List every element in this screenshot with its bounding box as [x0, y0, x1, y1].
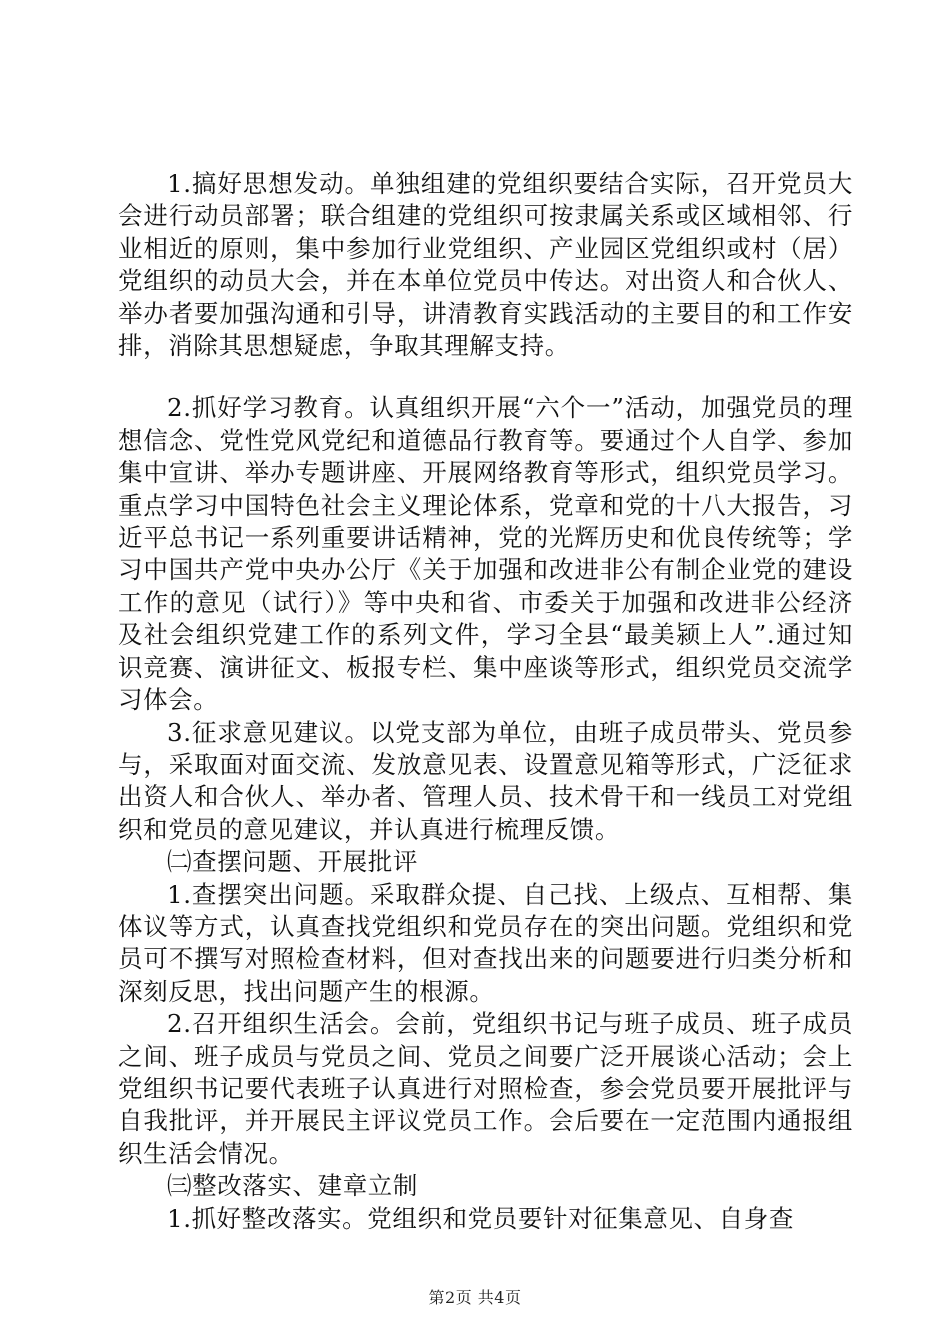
section-heading-rectification: ㈢整改落实、建章立制: [167, 1171, 418, 1201]
paragraph-find-outstanding-problems: 1.查摆突出问题。采取群众提、自己找、上级点、互相帮、集体议等方式，认真查找党组织和党员存在的突出问题。党组织和党员可不撰写对照检查材料，但对查找出来的问题要进行归类分析和深刻反思，找出问题产生的根源。: [118, 879, 853, 1006]
document-body: [118, 168, 853, 1235]
paragraph-spacer: [118, 362, 853, 392]
paragraph-thought-mobilization: 1.搞好思想发动。单独组建的党组织要结合实际，召开党员大会进行动员部署；联合组建的党组织可按隶属关系或区域相邻、行业相近的原则，集中参加行业党组织、产业园区党组织或村（居）党组织的动员大会，并在本单位党员中传达。对出资人和合伙人、举办者要加强沟通和引导，讲清教育实践活动的主要目的和工作安排，消除其思想疑虑，争取其理解支持。: [118, 169, 853, 361]
paragraph-rectification: 1.抓好整改落实。党组织和党员要针对征集意见、自身查: [167, 1203, 794, 1233]
page-footer: 第2页 共4页: [428, 1288, 522, 1307]
paragraph-organization-meeting: 2.召开组织生活会。会前，党组织书记与班子成员、班子成员之间、班子成员与党员之间、党员之间要广泛开展谈心活动；会上党组织书记要代表班子认真进行对照检查，参会党员要开展批评与自我批评，并开展民主评议党员工作。会后要在一定范围内通报组织生活会情况。: [118, 1009, 853, 1168]
paragraph-solicit-opinions: 3.征求意见建议。以党支部为单位，由班子成员带头、党员参与，采取面对面交流、发放意见表、设置意见箱等形式，广泛征求出资人和合伙人、举办者、管理人员、技术骨干和一线员工对党组织和党员的意见建议，并认真进行梳理反馈。: [118, 717, 853, 844]
paragraph-study-education: 2.抓好学习教育。认真组织开展“六个一”活动，加强党员的理想信念、党性党风党纪和道德品行教育等。要通过个人自学、参加集中宣讲、举办专题讲座、开展网络教育等形式，组织党员学习。重点学习中国特色社会主义理论体系，党章和党的十八大报告，习近平总书记一系列重要讲话精神，党的光辉历史和优良传统等；学习中国共产党中央办公厅《关于加强和改进非公有制企业党的建设工作的意见（试行）》等中央和省、市委关于加强和改进非公经济及社会组织党建工作的系列文件，学习全县“最美颍上人”.通过知识竞赛、演讲征文、板报专栏、集中座谈等形式，组织党员交流学习体会。: [118, 393, 853, 715]
section-heading-find-problems: ㈡查摆问题、开展批评: [167, 847, 418, 877]
